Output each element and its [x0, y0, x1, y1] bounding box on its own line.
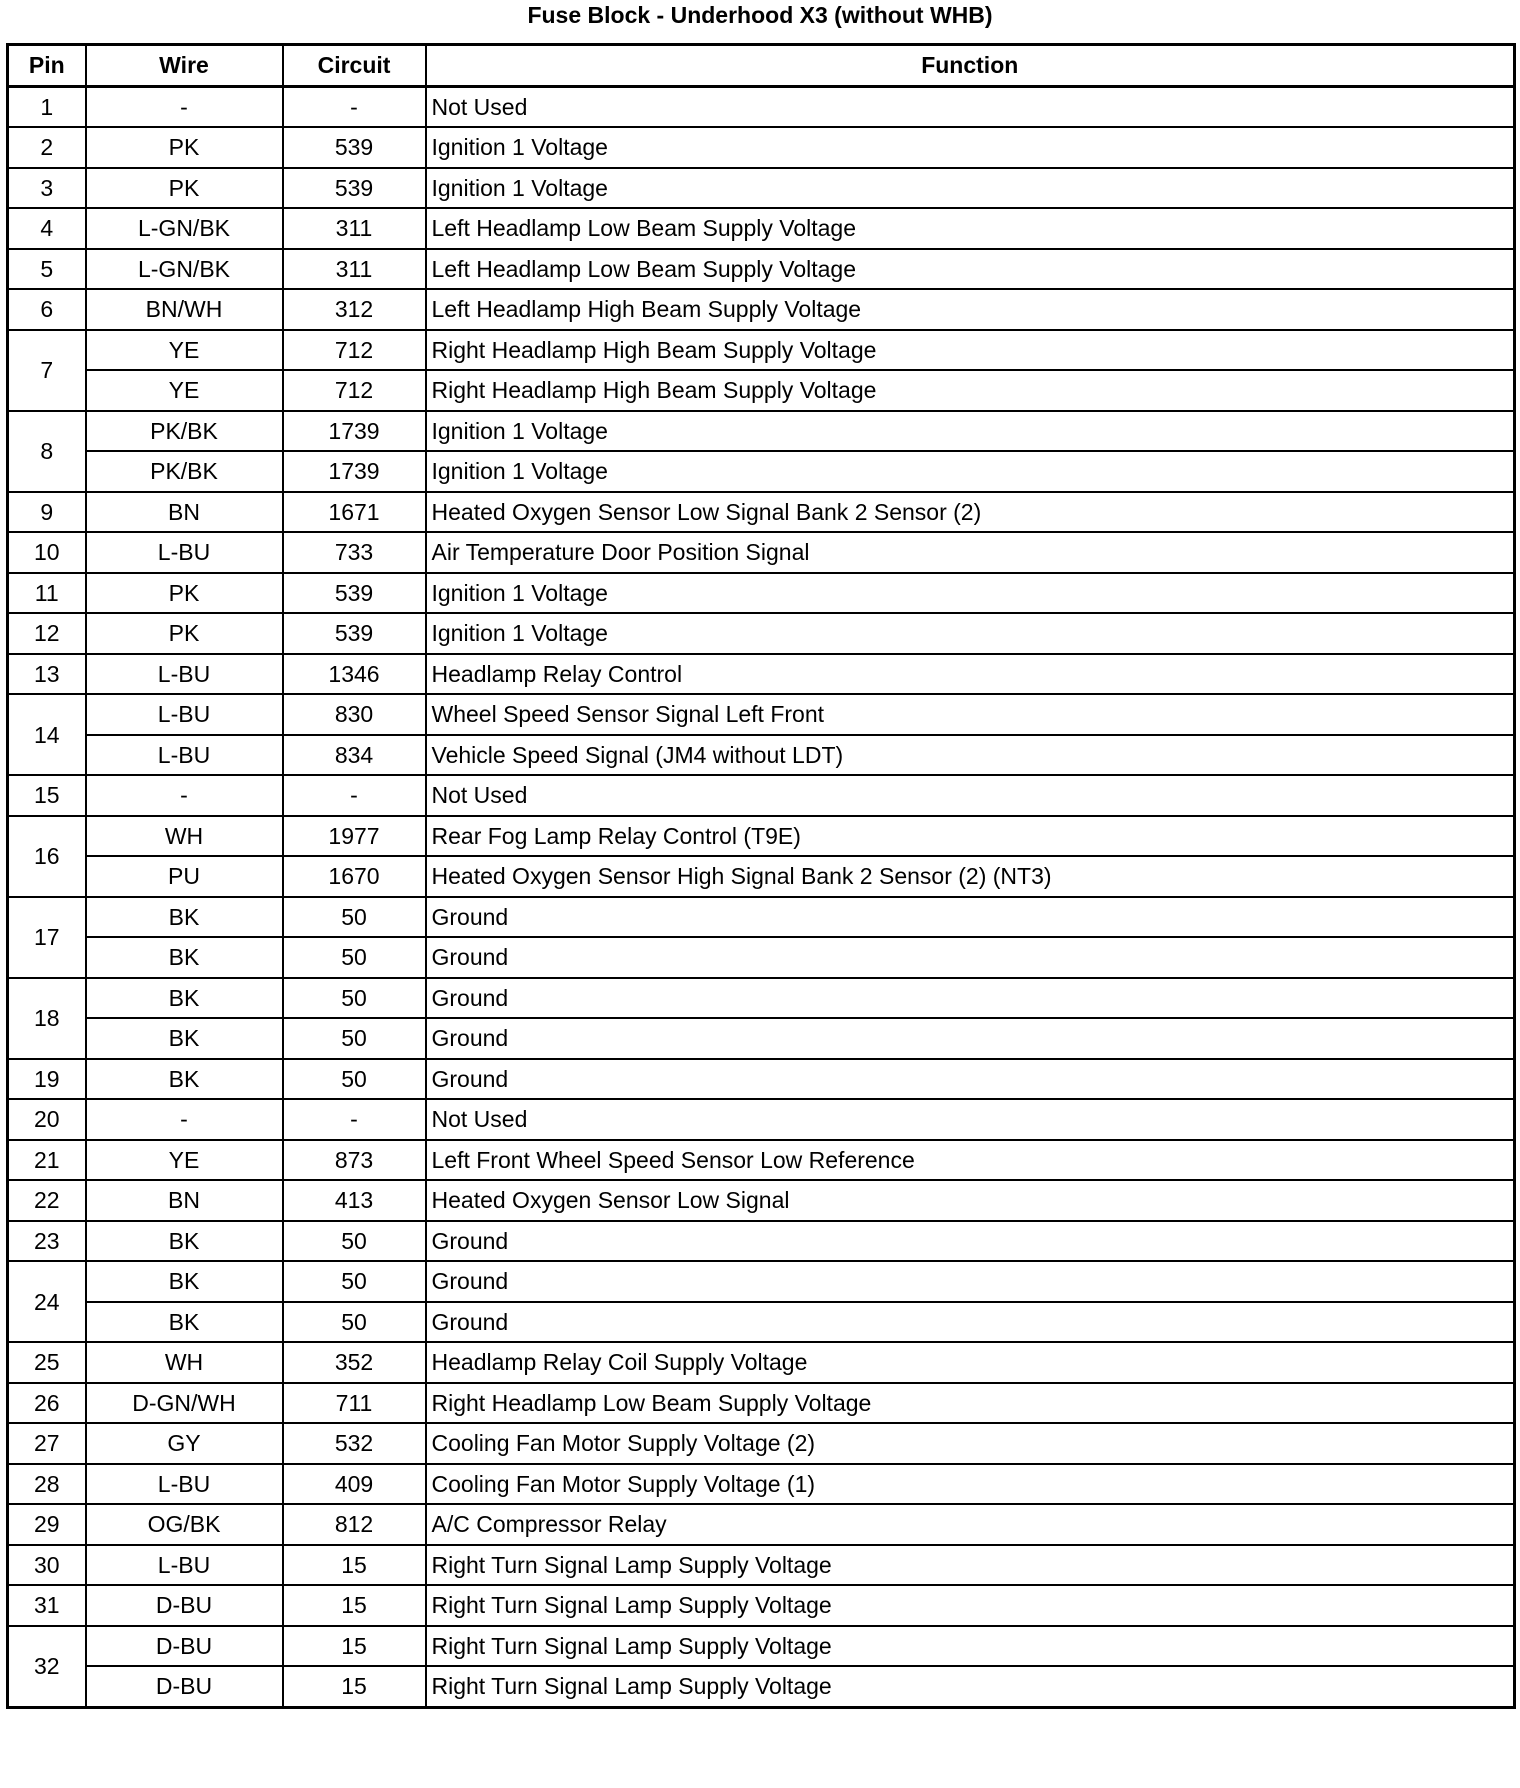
circuit-cell: 50 [283, 1221, 426, 1262]
function-cell: Ground [426, 1302, 1515, 1343]
wire-cell: BK [86, 1018, 283, 1059]
function-cell: Heated Oxygen Sensor Low Signal Bank 2 Sensor (2) [426, 492, 1515, 533]
wire-cell: D-BU [86, 1626, 283, 1667]
circuit-cell: 50 [283, 897, 426, 938]
table-row [8, 978, 1515, 1019]
table-row [8, 1504, 1515, 1545]
wire-cell: L-BU [86, 1464, 283, 1505]
pin-cell: 23 [8, 1221, 86, 1262]
circuit-cell: 50 [283, 978, 426, 1019]
table-row [8, 694, 1515, 735]
header-row [8, 45, 1515, 87]
table-row [8, 411, 1515, 452]
pin-cell: 30 [8, 1545, 86, 1586]
pin-cell: 29 [8, 1504, 86, 1545]
function-cell: Not Used [426, 86, 1515, 127]
table-row [8, 1018, 1515, 1059]
wire-cell: - [86, 775, 283, 816]
circuit-cell: 352 [283, 1342, 426, 1383]
pin-cell: 18 [8, 978, 86, 1059]
function-cell: Heated Oxygen Sensor High Signal Bank 2 Sensor (2) (NT3) [426, 856, 1515, 897]
pin-cell: 22 [8, 1180, 86, 1221]
circuit-cell: 711 [283, 1383, 426, 1424]
wire-cell: PK/BK [86, 411, 283, 452]
function-cell: Right Turn Signal Lamp Supply Voltage [426, 1666, 1515, 1707]
function-cell: Headlamp Relay Coil Supply Voltage [426, 1342, 1515, 1383]
circuit-cell: 50 [283, 1261, 426, 1302]
function-cell: Headlamp Relay Control [426, 654, 1515, 695]
wire-cell: BK [86, 978, 283, 1019]
pin-cell: 19 [8, 1059, 86, 1100]
function-column-header: Function [426, 45, 1515, 87]
pin-cell: 9 [8, 492, 86, 533]
table-row [8, 1180, 1515, 1221]
table-row [8, 1099, 1515, 1140]
pin-cell: 14 [8, 694, 86, 775]
wire-cell: PK [86, 573, 283, 614]
table-row [8, 492, 1515, 533]
pin-cell: 1 [8, 86, 86, 127]
wire-cell: WH [86, 816, 283, 857]
function-cell: Air Temperature Door Position Signal [426, 532, 1515, 573]
function-cell: A/C Compressor Relay [426, 1504, 1515, 1545]
table-row [8, 1221, 1515, 1262]
pin-cell: 27 [8, 1423, 86, 1464]
function-cell: Left Headlamp Low Beam Supply Voltage [426, 249, 1515, 290]
circuit-cell: 873 [283, 1140, 426, 1181]
pin-cell: 3 [8, 168, 86, 209]
function-cell: Ground [426, 1261, 1515, 1302]
circuit-cell: 50 [283, 1059, 426, 1100]
function-cell: Right Headlamp Low Beam Supply Voltage [426, 1383, 1515, 1424]
pin-cell: 6 [8, 289, 86, 330]
function-cell: Not Used [426, 1099, 1515, 1140]
table-row [8, 451, 1515, 492]
pin-cell: 32 [8, 1626, 86, 1708]
function-cell: Ignition 1 Voltage [426, 127, 1515, 168]
function-cell: Cooling Fan Motor Supply Voltage (1) [426, 1464, 1515, 1505]
circuit-cell: 1346 [283, 654, 426, 695]
circuit-cell: 1670 [283, 856, 426, 897]
table-row [8, 1342, 1515, 1383]
table-row [8, 208, 1515, 249]
circuit-cell: 834 [283, 735, 426, 776]
wire-column-header: Wire [86, 45, 283, 87]
circuit-cell: 311 [283, 208, 426, 249]
circuit-cell: 15 [283, 1626, 426, 1667]
wire-cell: WH [86, 1342, 283, 1383]
circuit-cell: 539 [283, 168, 426, 209]
pin-cell: 21 [8, 1140, 86, 1181]
table-row [8, 1383, 1515, 1424]
function-cell: Ground [426, 937, 1515, 978]
pin-cell: 7 [8, 330, 86, 411]
function-cell: Right Turn Signal Lamp Supply Voltage [426, 1626, 1515, 1667]
circuit-cell: 312 [283, 289, 426, 330]
function-cell: Not Used [426, 775, 1515, 816]
pin-cell: 26 [8, 1383, 86, 1424]
table-row [8, 937, 1515, 978]
function-cell: Ignition 1 Voltage [426, 411, 1515, 452]
wire-cell: D-BU [86, 1666, 283, 1707]
pinout-table-body [8, 86, 1515, 1707]
wire-cell: BN/WH [86, 289, 283, 330]
table-row [8, 1302, 1515, 1343]
table-row [8, 856, 1515, 897]
circuit-cell: 539 [283, 613, 426, 654]
wire-cell: PK [86, 168, 283, 209]
circuit-cell: 812 [283, 1504, 426, 1545]
circuit-cell: 712 [283, 370, 426, 411]
circuit-cell: 413 [283, 1180, 426, 1221]
pin-cell: 28 [8, 1464, 86, 1505]
table-row [8, 654, 1515, 695]
circuit-cell: 712 [283, 330, 426, 371]
table-row [8, 127, 1515, 168]
function-cell: Wheel Speed Sensor Signal Left Front [426, 694, 1515, 735]
pin-column-header: Pin [8, 45, 86, 87]
table-row [8, 1464, 1515, 1505]
wire-cell: YE [86, 1140, 283, 1181]
wire-cell: PK/BK [86, 451, 283, 492]
table-row [8, 86, 1515, 127]
wire-cell: BK [86, 937, 283, 978]
circuit-cell: 1739 [283, 411, 426, 452]
circuit-cell: 830 [283, 694, 426, 735]
wire-cell: BN [86, 492, 283, 533]
pin-cell: 10 [8, 532, 86, 573]
table-row [8, 1261, 1515, 1302]
circuit-cell: 311 [283, 249, 426, 290]
circuit-cell: - [283, 1099, 426, 1140]
pin-cell: 11 [8, 573, 86, 614]
function-cell: Vehicle Speed Signal (JM4 without LDT) [426, 735, 1515, 776]
wire-cell: GY [86, 1423, 283, 1464]
wire-cell: BK [86, 1059, 283, 1100]
pin-cell: 4 [8, 208, 86, 249]
table-row [8, 1140, 1515, 1181]
table-row [8, 573, 1515, 614]
table-row [8, 897, 1515, 938]
function-cell: Ignition 1 Voltage [426, 613, 1515, 654]
wire-cell: BK [86, 897, 283, 938]
function-cell: Right Headlamp High Beam Supply Voltage [426, 370, 1515, 411]
table-row [8, 330, 1515, 371]
function-cell: Right Turn Signal Lamp Supply Voltage [426, 1545, 1515, 1586]
table-row [8, 735, 1515, 776]
wire-cell: D-BU [86, 1585, 283, 1626]
table-row [8, 532, 1515, 573]
pin-cell: 15 [8, 775, 86, 816]
circuit-cell: 1671 [283, 492, 426, 533]
wire-cell: YE [86, 330, 283, 371]
pin-cell: 16 [8, 816, 86, 897]
page-title: Fuse Block - Underhood X3 (without WHB) [527, 2, 993, 28]
table-row [8, 249, 1515, 290]
circuit-cell: 539 [283, 573, 426, 614]
pin-cell: 13 [8, 654, 86, 695]
wire-cell: L-BU [86, 532, 283, 573]
table-row [8, 816, 1515, 857]
table-row [8, 1585, 1515, 1626]
function-cell: Right Turn Signal Lamp Supply Voltage [426, 1585, 1515, 1626]
circuit-cell: 15 [283, 1545, 426, 1586]
circuit-cell: 532 [283, 1423, 426, 1464]
table-row [8, 1545, 1515, 1586]
table-row [8, 613, 1515, 654]
wire-cell: L-GN/BK [86, 249, 283, 290]
circuit-cell: 50 [283, 1018, 426, 1059]
circuit-cell: 409 [283, 1464, 426, 1505]
function-cell: Heated Oxygen Sensor Low Signal [426, 1180, 1515, 1221]
wire-cell: BK [86, 1221, 283, 1262]
function-cell: Ignition 1 Voltage [426, 451, 1515, 492]
pin-cell: 24 [8, 1261, 86, 1342]
pin-cell: 31 [8, 1585, 86, 1626]
circuit-column-header: Circuit [283, 45, 426, 87]
function-cell: Ground [426, 1018, 1515, 1059]
table-row [8, 1423, 1515, 1464]
table-row [8, 1666, 1515, 1707]
wire-cell: BN [86, 1180, 283, 1221]
table-row [8, 370, 1515, 411]
wire-cell: BK [86, 1302, 283, 1343]
wire-cell: L-BU [86, 654, 283, 695]
pin-cell: 5 [8, 249, 86, 290]
pin-cell: 12 [8, 613, 86, 654]
wire-cell: L-BU [86, 1545, 283, 1586]
circuit-cell: 1739 [283, 451, 426, 492]
pin-cell: 25 [8, 1342, 86, 1383]
wire-cell: PU [86, 856, 283, 897]
circuit-cell: - [283, 86, 426, 127]
wire-cell: - [86, 1099, 283, 1140]
wire-cell: PK [86, 127, 283, 168]
circuit-cell: 733 [283, 532, 426, 573]
function-cell: Ground [426, 1059, 1515, 1100]
function-cell: Ignition 1 Voltage [426, 168, 1515, 209]
function-cell: Rear Fog Lamp Relay Control (T9E) [426, 816, 1515, 857]
function-cell: Ground [426, 897, 1515, 938]
function-cell: Ground [426, 978, 1515, 1019]
table-row [8, 1059, 1515, 1100]
circuit-cell: 15 [283, 1666, 426, 1707]
pin-cell: 8 [8, 411, 86, 492]
wire-cell: - [86, 86, 283, 127]
function-cell: Left Front Wheel Speed Sensor Low Reference [426, 1140, 1515, 1181]
circuit-cell: 1977 [283, 816, 426, 857]
table-row [8, 1626, 1515, 1667]
table-row [8, 168, 1515, 209]
pin-cell: 2 [8, 127, 86, 168]
function-cell: Ground [426, 1221, 1515, 1262]
wire-cell: L-GN/BK [86, 208, 283, 249]
function-cell: Cooling Fan Motor Supply Voltage (2) [426, 1423, 1515, 1464]
wire-cell: D-GN/WH [86, 1383, 283, 1424]
pin-cell: 20 [8, 1099, 86, 1140]
wire-cell: PK [86, 613, 283, 654]
wire-cell: YE [86, 370, 283, 411]
function-cell: Left Headlamp Low Beam Supply Voltage [426, 208, 1515, 249]
function-cell: Right Headlamp High Beam Supply Voltage [426, 330, 1515, 371]
circuit-cell: 50 [283, 1302, 426, 1343]
function-cell: Left Headlamp High Beam Supply Voltage [426, 289, 1515, 330]
wire-cell: L-BU [86, 735, 283, 776]
circuit-cell: - [283, 775, 426, 816]
table-row [8, 289, 1515, 330]
table-row [8, 775, 1515, 816]
function-cell: Ignition 1 Voltage [426, 573, 1515, 614]
circuit-cell: 50 [283, 937, 426, 978]
pin-cell: 17 [8, 897, 86, 978]
wire-cell: OG/BK [86, 1504, 283, 1545]
circuit-cell: 15 [283, 1585, 426, 1626]
pinout-table [6, 43, 1516, 1709]
wire-cell: L-BU [86, 694, 283, 735]
wire-cell: BK [86, 1261, 283, 1302]
circuit-cell: 539 [283, 127, 426, 168]
